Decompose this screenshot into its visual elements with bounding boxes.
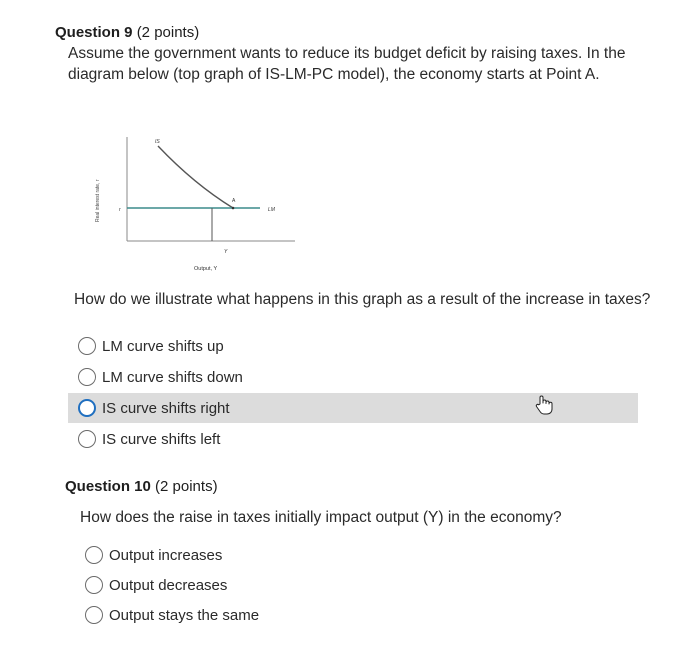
- q10-option-output-decreases-radio[interactable]: [85, 576, 103, 594]
- question-10-title: [65, 478, 218, 495]
- q10-option-output-increases[interactable]: [75, 540, 475, 570]
- q10-option-output-same-radio[interactable]: [85, 606, 103, 624]
- q9-option-is-left-radio[interactable]: [78, 430, 96, 448]
- q9-option-lm-up-radio[interactable]: [78, 337, 96, 355]
- q9-option-lm-up[interactable]: [68, 331, 638, 361]
- q10-option-output-increases-radio[interactable]: [85, 546, 103, 564]
- question-10-number: Question 10: [65, 478, 151, 495]
- question-9-prompt: Assume the government wants to reduce its budget deficit by raising taxes. In the diagram below (top graph of IS-LM-PC model), the economy starts at Point A.: [68, 45, 626, 83]
- q10-option-output-decreases[interactable]: [75, 570, 475, 600]
- q9-option-is-right-radio[interactable]: [78, 399, 96, 417]
- q9-option-lm-down[interactable]: [68, 362, 638, 392]
- hand-pointer-cursor-icon: [534, 394, 554, 416]
- question-9-title: [55, 24, 199, 41]
- q9-option-lm-down-label[interactable]: LM curve shifts down: [102, 368, 243, 386]
- r-tick-label: r: [119, 207, 121, 213]
- q10-option-output-same-label[interactable]: Output stays the same: [109, 606, 260, 624]
- graph-x-axis-label: Output, Y: [194, 266, 218, 272]
- is-curve-label: IS: [155, 139, 160, 145]
- question-9-number: Question 9: [55, 24, 133, 41]
- question-10-points: (2 points): [155, 478, 218, 495]
- q10-option-output-decreases-label[interactable]: Output decreases: [109, 576, 228, 594]
- y-tick-label: Y: [224, 249, 228, 255]
- lm-curve-label: LM: [268, 207, 275, 213]
- point-a-marker: [232, 207, 235, 210]
- question-9-sub-prompt: How do we illustrate what happens in this graph as a result of the increase in taxes?: [74, 291, 651, 308]
- question-10-prompt: How does the raise in taxes initially impact output (Y) in the economy?: [80, 509, 562, 526]
- question-9-points: (2 points): [136, 24, 200, 41]
- q9-option-is-right-label[interactable]: IS curve shifts right: [102, 399, 230, 417]
- q9-option-lm-down-radio[interactable]: [78, 368, 96, 386]
- q9-option-is-left-label[interactable]: IS curve shifts left: [102, 430, 221, 448]
- is-lm-graph: [86, 122, 306, 277]
- q10-option-output-increases-label[interactable]: Output increases: [109, 546, 223, 564]
- point-a-label: A: [232, 198, 236, 204]
- q9-option-lm-up-label[interactable]: LM curve shifts up: [102, 337, 224, 355]
- q10-option-output-same[interactable]: [75, 600, 475, 630]
- graph-y-axis-label: Real interest rate, r: [95, 179, 101, 222]
- q9-option-is-left[interactable]: [68, 424, 638, 454]
- is-curve: [158, 146, 233, 208]
